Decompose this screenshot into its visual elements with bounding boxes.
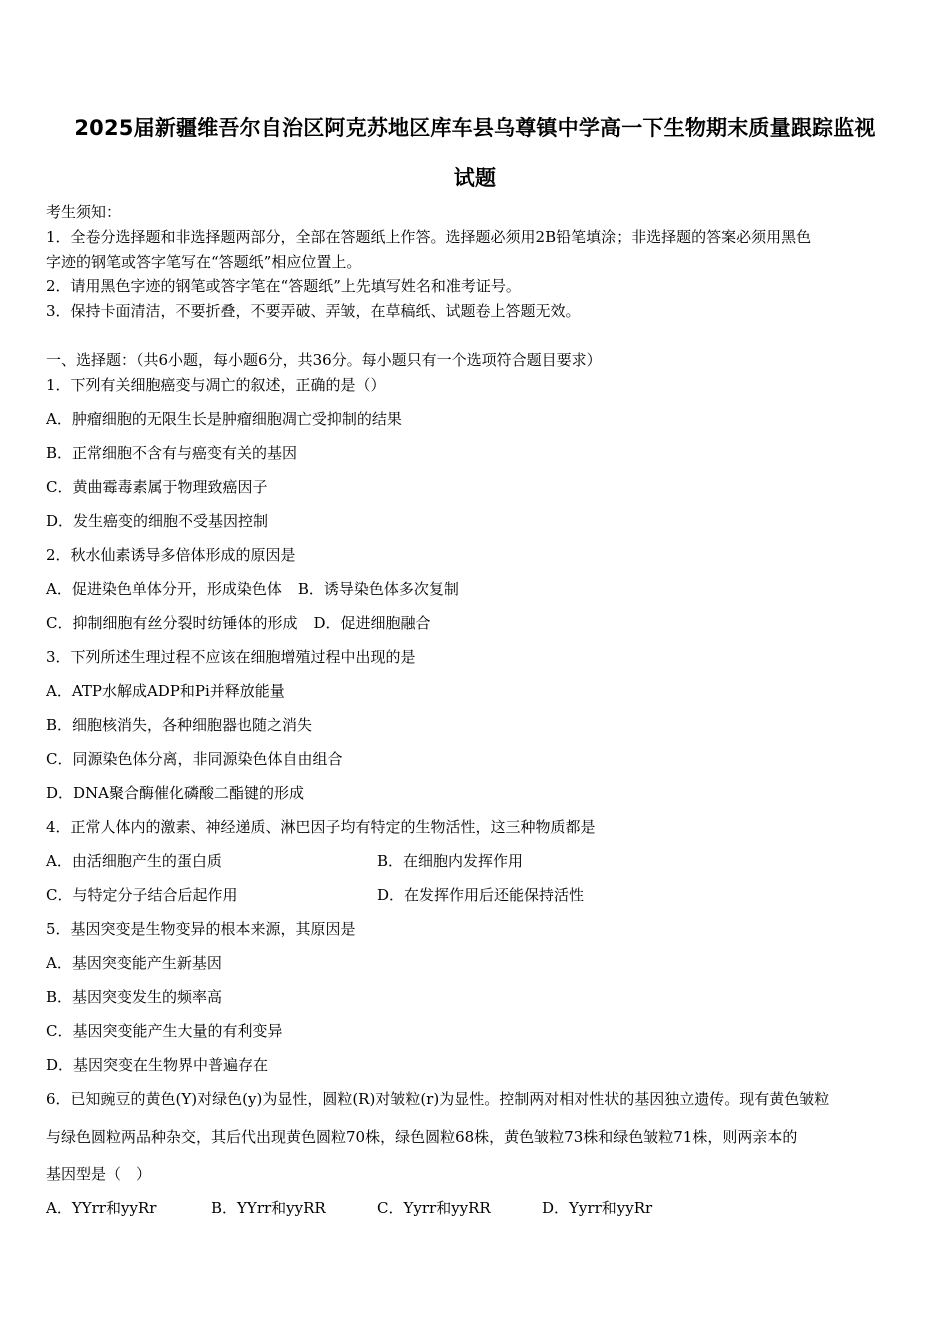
- q5-stem: 5．基因突变是生物变异的根本来源，其原因是: [46, 920, 356, 938]
- q5-option-c: C．基因突变能产生大量的有利变异: [46, 1022, 283, 1040]
- q4-option-c: C．与特定分子结合后起作用: [46, 886, 238, 904]
- notice-item-3: 3．保持卡面清洁，不要折叠，不要弄破、弄皱，在草稿纸、试题卷上答题无效。: [46, 302, 581, 320]
- notice-heading: 考生须知：: [46, 203, 122, 221]
- page-title-cont: 试题: [453, 166, 497, 190]
- q3-option-b: B．细胞核消失，各种细胞器也随之消失: [46, 716, 313, 734]
- q3-option-a: A．ATP水解成ADP和Pi并释放能量: [46, 682, 285, 700]
- q2-option-d: D．促进细胞融合: [313, 614, 431, 632]
- q2-stem: 2．秋水仙素诱导多倍体形成的原因是: [46, 546, 296, 564]
- q3-stem: 3．下列所述生理过程不应该在细胞增殖过程中出现的是: [46, 648, 416, 666]
- q2-option-a: A．促进染色单体分开，形成染色体: [46, 580, 282, 598]
- q2-options-ab: [46, 579, 459, 599]
- q5-option-a: A．基因突变能产生新基因: [46, 954, 222, 972]
- q4-stem: 4．正常人体内的激素、神经递质、淋巴因子均有特定的生物活性，这三种物质都是: [46, 818, 596, 836]
- q4-option-b: B．在细胞内发挥作用: [377, 852, 524, 870]
- notice-item-2: 2．请用黑色字迹的钢笔或答字笔在“答题纸”上先填写姓名和准考证号。: [46, 277, 521, 295]
- notice-item-1a: 1．全卷分选择题和非选择题两部分，全部在答题纸上作答。选择题必须用2B铅笔填涂；非选择题的答案必须用黑色: [46, 228, 812, 246]
- q1-option-a: A．肿瘤细胞的无限生长是肿瘤细胞凋亡受抑制的结果: [46, 410, 402, 428]
- section-heading: 一、选择题：（共6小题，每小题6分，共36分。每小题只有一个选项符合题目要求）: [46, 351, 602, 369]
- q5-option-b: B．基因突变发生的频率高: [46, 988, 223, 1006]
- q6-stem-line3: 基因型是（ ）: [46, 1165, 152, 1183]
- q6-option-b: B．YYrr和yyRR: [211, 1199, 326, 1217]
- page-title: 2025届新疆维吾尔自治区阿克苏地区库车县乌尊镇中学高一下生物期末质量跟踪监视: [74, 116, 876, 140]
- q1-option-d: D．发生癌变的细胞不受基因控制: [46, 512, 269, 530]
- q6-option-a: A．YYrr和yyRr: [46, 1199, 157, 1217]
- q2-option-b: B．诱导染色体多次复制: [297, 580, 459, 598]
- q4-option-d: D．在发挥作用后还能保持活性: [377, 886, 585, 904]
- q4-option-a: A．由活细胞产生的蛋白质: [46, 852, 222, 870]
- q6-stem-line1: 6．已知豌豆的黄色(Y)对绿色(y)为显性，圆粒(R)对皱粒(r)为显性。控制两对相对性状的基因独立遗传。现有黄色皱粒: [46, 1090, 830, 1108]
- q1-stem: 1．下列有关细胞癌变与凋亡的叙述，正确的是（）: [46, 376, 386, 394]
- q1-option-c: C．黄曲霉毒素属于物理致癌因子: [46, 478, 268, 496]
- q5-option-d: D．基因突变在生物界中普遍存在: [46, 1056, 269, 1074]
- q2-options-cd: [46, 613, 431, 633]
- q6-option-d: D．Yyrr和yyRr: [542, 1199, 653, 1217]
- notice-item-1b: 字迹的钢笔或答字笔写在“答题纸”相应位置上。: [46, 253, 362, 271]
- q1-option-b: B．正常细胞不含有与癌变有关的基因: [46, 444, 298, 462]
- q6-stem-line2: 与绿色圆粒两品种杂交，其后代出现黄色圆粒70株，绿色圆粒68株，黄色皱粒73株和绿色皱粒71株，则两亲本的: [46, 1128, 798, 1146]
- q2-option-c: C．抑制细胞有丝分裂时纺锤体的形成: [46, 614, 298, 632]
- q3-option-d: D．DNA聚合酶催化磷酸二酯键的形成: [46, 784, 305, 802]
- q3-option-c: C．同源染色体分离，非同源染色体自由组合: [46, 750, 343, 768]
- q6-option-c: C．Yyrr和yyRR: [377, 1199, 491, 1217]
